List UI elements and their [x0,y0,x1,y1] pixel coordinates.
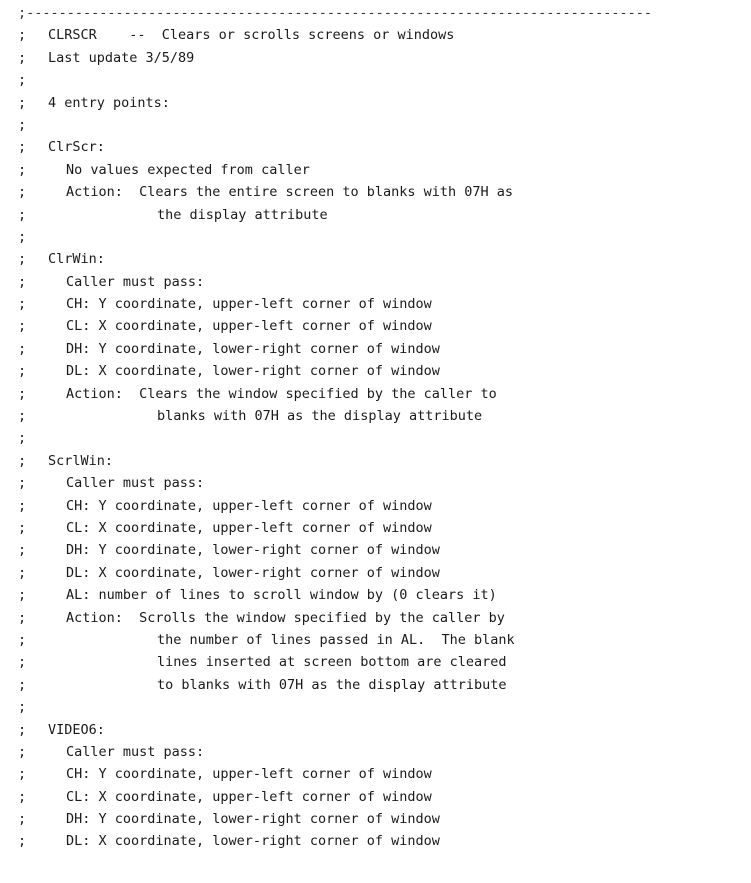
blank-comment-line [18,696,738,718]
comment-text: Caller must pass: [66,743,205,760]
comment-marker: ; [18,27,27,44]
comment-marker: ; [18,811,27,828]
comment-marker: ; [18,49,27,66]
comment-text: Action: Clears the window specified by the caller to [66,385,497,402]
comment-marker: ; [18,318,27,335]
comment-marker: ; [18,273,27,290]
comment-text: DL: X coordinate, lower-right corner of window [66,363,440,380]
comment-marker: ; [18,385,27,402]
code-listing [18,2,738,853]
comment-text: CLRSCR -- Clears or scrolls screens or windows [48,27,455,44]
comment-marker: ; [18,699,27,716]
comment-line [18,584,738,606]
comment-line [18,315,738,337]
comment-text: 4 entry points: [48,94,170,111]
comment-line [18,786,738,808]
comment-line [18,405,738,427]
comment-marker: ; [18,609,27,626]
comment-line [18,808,738,830]
comment-marker: ; [18,519,27,536]
comment-line [18,472,738,494]
comment-text: DL: X coordinate, lower-right corner of window [66,564,440,581]
comment-marker: ; [18,587,27,604]
comment-marker: ; [18,228,27,245]
comment-marker: ; [18,497,27,514]
comment-line [18,517,738,539]
comment-marker: ; [18,743,27,760]
comment-line [18,92,738,114]
comment-marker: ; [18,340,27,357]
comment-marker: ; [18,452,27,469]
comment-line [18,719,738,741]
comment-text: blanks with 07H as the display attribute [157,408,483,425]
comment-text: to blanks with 07H as the display attribute [157,676,507,693]
comment-marker: ; [18,542,27,559]
blank-comment-line [18,226,738,248]
comment-marker: ; [18,564,27,581]
comment-marker: ; [18,139,27,156]
comment-line [18,607,738,629]
comment-text: CL: X coordinate, upper-left corner of window [66,318,432,335]
comment-line [18,450,738,472]
comment-text: the display attribute [157,206,328,223]
comment-text: the number of lines passed in AL. The blank [157,631,515,648]
comment-marker: ; [18,475,27,492]
comment-lines [18,24,738,852]
comment-line [18,741,738,763]
comment-text: DH: Y coordinate, lower-right corner of window [66,340,440,357]
comment-rule: ;----------------------------------------------------------------------------- [18,5,652,21]
comment-line [18,495,738,517]
comment-text: Last update 3/5/89 [48,49,195,66]
comment-line [18,181,738,203]
comment-marker: ; [18,116,27,133]
comment-text: CH: Y coordinate, upper-left corner of window [66,497,432,514]
comment-text: ClrScr: [48,139,105,156]
comment-line [18,629,738,651]
comment-line [18,204,738,226]
comment-text: ScrlWin: [48,452,114,469]
comment-line [18,293,738,315]
comment-text: Caller must pass: [66,475,205,492]
comment-line [18,338,738,360]
comment-line [18,562,738,584]
comment-marker: ; [18,296,27,313]
comment-line [18,271,738,293]
comment-marker: ; [18,184,27,201]
comment-marker: ; [18,721,27,738]
comment-marker: ; [18,94,27,111]
comment-marker: ; [18,654,27,671]
comment-line [18,651,738,673]
comment-text: Action: Scrolls the window specified by the caller by [66,609,505,626]
comment-line [18,136,738,158]
comment-text: CL: X coordinate, upper-left corner of window [66,788,432,805]
comment-marker: ; [18,72,27,89]
comment-line [18,383,738,405]
blank-comment-line [18,69,738,91]
comment-text: ClrWin: [48,251,105,268]
comment-line [18,159,738,181]
comment-line [18,360,738,382]
comment-marker: ; [18,161,27,178]
comment-marker: ; [18,676,27,693]
comment-marker: ; [18,788,27,805]
comment-text: CH: Y coordinate, upper-left corner of window [66,766,432,783]
comment-marker: ; [18,631,27,648]
comment-text: AL: number of lines to scroll window by (0 clears it) [66,587,497,604]
comment-marker: ; [18,408,27,425]
comment-text: CL: X coordinate, upper-left corner of window [66,519,432,536]
comment-marker: ; [18,363,27,380]
comment-line [18,24,738,46]
comment-text: No values expected from caller [66,161,310,178]
comment-marker: ; [18,206,27,223]
comment-marker: ; [18,430,27,447]
comment-text: Action: Clears the entire screen to blanks with 07H as [66,184,514,201]
blank-comment-line [18,114,738,136]
comment-line [18,539,738,561]
comment-line [18,674,738,696]
comment-text: VIDEO6: [48,721,105,738]
comment-line [18,830,738,852]
comment-text: DH: Y coordinate, lower-right corner of window [66,542,440,559]
comment-marker: ; [18,251,27,268]
comment-text: CH: Y coordinate, upper-left corner of window [66,296,432,313]
comment-text: Caller must pass: [66,273,205,290]
comment-line [18,47,738,69]
comment-line [18,763,738,785]
comment-text: DL: X coordinate, lower-right corner of window [66,833,440,850]
comment-marker: ; [18,833,27,850]
comment-text: DH: Y coordinate, lower-right corner of window [66,811,440,828]
comment-text: lines inserted at screen bottom are cleared [157,654,507,671]
comment-line [18,248,738,270]
blank-comment-line [18,427,738,449]
comment-marker: ; [18,766,27,783]
